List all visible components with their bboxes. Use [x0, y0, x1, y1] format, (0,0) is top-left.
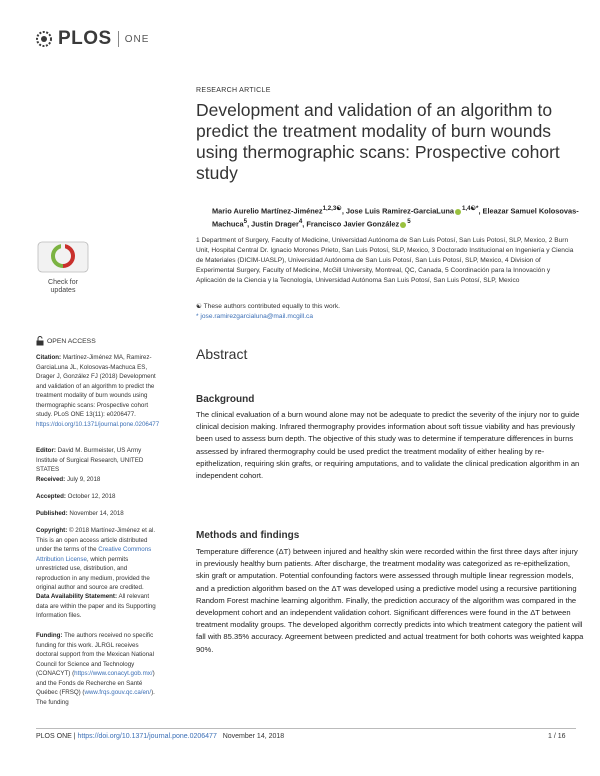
funding-label: Funding: [36, 632, 63, 639]
badge-text-1: Check for [48, 279, 78, 286]
footer-divider [36, 728, 576, 729]
plos-logo-icon [34, 29, 54, 49]
open-lock-icon [36, 336, 44, 346]
author-name[interactable]: , Francisco Javier González [302, 219, 400, 229]
affiliations: 1 Department of Surgery, Faculty of Medicine, Universidad Autónoma de San Luis Potosí, San Luis Potosí, SLP, Mexico, 2 Burn Unit, Hospital Central Dr. Ignacio Morones Prieto, San Luis Potosí, SLP, Mexico, 3 Doctorado Institucional en Ingeniería y Ciencia de Materiales (DICIM-UASLP), Universidad Autónoma de San Luis Potosí, San Luis Potosí, SLP, Mexico, 4 Division of Experimental Surgery, Faculty of Medicine, McGill University, Montreal, QC, Canada, 5 Coordinación para la Innovación y Aplicación de la Ciencia y la Tecnología, Universidad Autónoma San Luis Potosí, San Luis Potosí, SLP, Mexico [196, 237, 574, 284]
accepted-block [36, 492, 156, 502]
author-sup: 1,2,3☯ [322, 205, 342, 212]
citation-text: Martínez-Jiménez MA, Ramirez-GarciaLuna JL, Kolosovas-Machuca ES, Drager J, González FJ (2018) Development and validation of an algorithm to predict the treatment modality of burn wounds using thermographic scans: Prospective cohort study. PLoS ONE 13(11): e0206477. [36, 354, 156, 418]
accepted-date: October 12, 2018 [67, 493, 116, 500]
copyright-label: Copyright: [36, 527, 68, 534]
open-access-label: OPEN ACCESS [47, 337, 96, 345]
footer-date: November 14, 2018 [222, 733, 285, 740]
accepted-label: Accepted: [36, 493, 66, 500]
background-heading: Background [196, 394, 255, 405]
author-name[interactable]: Mario Aurelio Martínez-Jiménez [212, 206, 323, 216]
page-footer [36, 733, 284, 740]
funding-block [36, 631, 156, 707]
citation-label: Citation: [36, 354, 62, 361]
copyright-text: © 2018 Martínez-Jiménez et al. This is an open access article distributed under the terms of the [36, 527, 156, 553]
footer-doi-link[interactable]: https://doi.org/10.1371/journal.pone.0206477 [77, 733, 217, 740]
funding-text-3: ). The funding [36, 689, 155, 706]
author-notes [196, 302, 581, 322]
author-name[interactable]: , Justin Drager [247, 219, 299, 229]
author-sup: 5 [243, 218, 248, 226]
editor-label: Editor: [36, 447, 56, 454]
methods-heading: Methods and findings [196, 530, 300, 541]
check-for-updates-icon [36, 240, 90, 274]
funding-text: The authors received no specific funding for this work. JLRGL receives doctoral support from the Mexican National Council for Science and Technology (CONACYT) ( [36, 632, 154, 677]
received-date: July 9, 2018 [66, 476, 101, 483]
author-name[interactable]: , Jose Luis Ramirez-GarciaLuna [341, 206, 454, 216]
journal-sub: ONE [124, 33, 150, 45]
received-block [36, 475, 156, 485]
author-sup: 5 [407, 218, 411, 226]
footer-journal: PLOS ONE | [36, 733, 78, 740]
check-for-updates-badge[interactable] [36, 240, 90, 294]
article-title: Development and validation of an algorithm to predict the treatment modality of burn wounds using thermographic scans: Prospective cohort study [196, 100, 560, 183]
equal-contribution-note: ☯ These authors contributed equally to this work. [196, 303, 340, 310]
editor-block [36, 446, 156, 475]
frqs-link[interactable]: www.frqs.gouv.qc.ca/en/ [84, 689, 152, 696]
data-availability-text: All relevant data are within the paper and its Supporting Information files. [36, 593, 156, 619]
corresponding-email-link[interactable]: * jose.ramirezgarcialuna@mail.mcgill.ca [196, 313, 313, 320]
background-text: The clinical evaluation of a burn wound alone may not be adequate to predict the severity of the injury nor to guide clinical decision making. Infrared thermography provides information about soft tissue viability and has previously been used to assess burn depth. The objective of this study was to determine if temperature differences in burns assessed by infrared thermography could be used predict the treatment modality of either healing by re-epithelization, requiring skin grafts, or requiring amputations, and to validate the clinical predication algorithm in an independent cohort. [196, 410, 580, 481]
article-type: RESEARCH ARTICLE [196, 87, 271, 94]
badge-text-2: updates [50, 287, 76, 294]
data-availability-label: Data Availability Statement: [36, 593, 118, 600]
author-sup: 1,4☯* [461, 205, 479, 212]
abstract-heading: Abstract [196, 346, 248, 362]
funding-text-2: ) and the Fonds de Recherche en Santé Québec (FRSQ) ( [36, 670, 155, 696]
published-label: Published: [36, 510, 68, 517]
copyright-text-2: , which permits unrestricted use, distribution, and reproduction in any medium, provided the original author and source are credited. [36, 555, 150, 591]
conacyt-link[interactable]: https://www.conacyt.gob.mx/ [74, 670, 153, 677]
published-block [36, 509, 156, 519]
orcid-icon[interactable] [455, 209, 461, 215]
editor-text: David M. Burmeister, US Army Institute of Surgical Research, UNITED STATES [36, 447, 144, 473]
copyright-block [36, 526, 156, 593]
author-name[interactable]: , Eleazar Samuel Kolosovas-Machuca [212, 206, 579, 229]
data-availability-block [36, 592, 156, 621]
citation-doi-link[interactable]: https://doi.org/10.1371/journal.pone.0206477 [36, 420, 160, 428]
open-access[interactable] [36, 336, 96, 346]
published-date: November 14, 2018 [69, 510, 124, 517]
logo-divider [118, 31, 119, 47]
author-sup: 4 [298, 218, 303, 226]
methods-text: Temperature difference (ΔT) between injured and healthy skin were recorded within the first three days after injury in previously healthy burn patients. After discharge, the treatment modality was categorized as re-epithelization, skin graft or amputation. Potential confounding factors were assessed through multiple linear regression models, and a prediction algorithm based on the ΔT was developed using a predictive model using a recursive partitioning Random Forest machine learning algorithm. Finally, the prediction accuracy of the algorithm was compared in the development cohort and an independent validation cohort. Significant differences were found in the ΔT between treatment modality groups. The developed algorithm correctly predicts into which treatment category the patient will fall with 85.35% accuracy. Agreement between predicted and actual treatment for both cohorts was weighted kappa 90%. [196, 547, 584, 654]
orcid-icon[interactable] [400, 222, 406, 228]
journal-logo[interactable] [34, 28, 149, 50]
received-label: Received: [36, 476, 66, 483]
page-number: 1 / 16 [548, 733, 566, 740]
license-link[interactable]: Creative Commons Attribution License [36, 546, 152, 563]
journal-name: PLOS [58, 28, 112, 49]
citation-block [36, 353, 160, 429]
author-list [212, 203, 582, 230]
